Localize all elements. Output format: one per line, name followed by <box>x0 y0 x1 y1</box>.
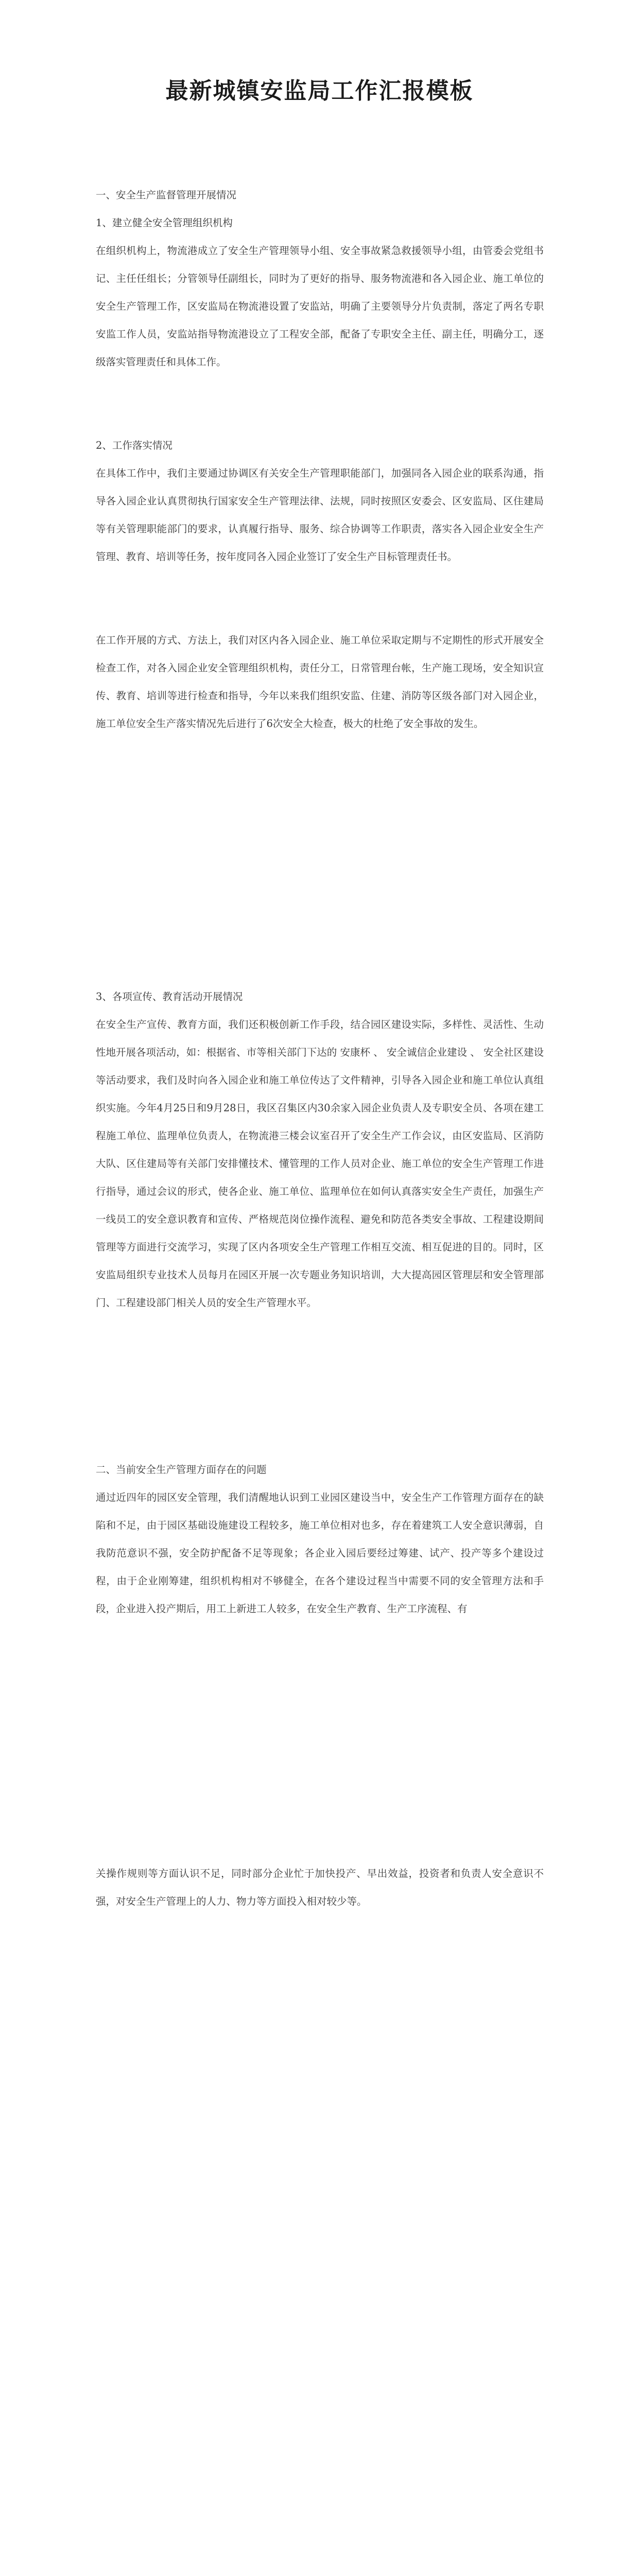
subheading-publicity: 3、各项宣传、教育活动开展情况 <box>96 991 243 1003</box>
paragraph-problems: 通过近四年的园区安全管理，我们清醒地认识到工业园区建设当中，安全生产工作管理方面存在的缺陷和不足，由于园区基础设施建设工程较多，施工单位相对也多，存在着建筑工人安全意识薄弱，自我防范意识不强，安全防护配备不足等现象；各企业入园后要经过筹建、试产、投产等多个建设过程，由于企业刚筹建，组织机构相对不够健全，在各个建设过程当中需要不同的安全管理方法和手段，企业进入投产期后，用工上新进工人较多，在安全生产教育、生产工序流程、有 <box>96 1492 544 1615</box>
paragraph-publicity: 在安全生产宣传、教育方面，我们还积极创新工作手段，结合园区建设实际，多样性、灵活性、生动性地开展各项活动，如：根据省、市等相关部门下达的 安康杯 、 安全诚信企业建设 、 安全社区建设 等活动要求，我们及时向各入园企业和施工单位传达了文件精神，引导各入园企业和施工单位认真组织实施。今年4月25日和9月28日，我区召集区内30余家入园企业负责人及专职安全员、各项在建工程施工单位、监理单位负责人，在物流港三楼会议室召开了安全生产工作会议，由区安监局、区消防大队、区住建局等有关部门安排懂技术、懂管理的工作人员对企业、施工单位的安全生产管理工作进行指导，通过会议的形式，使各企业、施工单位、监理单位在如何认真落实安全生产责任，加强生产一线员工的安全意识教育和宣传、严格规范岗位操作流程、避免和防范各类安全事故、工程建设期间管理等方面进行交流学习，实现了区内各项安全生产管理工作相互交流、相互促进的目的。同时，区安监局组织专业技术人员每月在园区开展一次专题业务知识培训，大大提高园区管理层和安全管理部门、工程建设部门相关人员的安全生产管理水平。 <box>96 1019 544 1309</box>
paragraph-organization: 在组织机构上，物流港成立了安全生产管理领导小组、安全事故紧急救援领导小组，由管委会党组书记、主任任组长；分管领导任副组长，同时为了更好的指导、服务物流港和各入园企业、施工单位的安全生产管理工作，区安监局在物流港设置了安监站，明确了主要领导分片负责制，落定了两名专职安监工作人员，安监站指导物流港设立了工程安全部，配备了专职安全主任、副主任，明确分工，逐级落实管理责任和具体工作。 <box>96 245 544 368</box>
paragraph-problems-continued: 关操作规则等方面认识不足，同时部分企业忙于加快投产、早出效益，投资者和负责人安全意识不强，对安全生产管理上的人力、物力等方面投入相对较少等。 <box>96 1868 544 1907</box>
paragraph-inspection: 在工作开展的方式、方法上，我们对区内各入园企业、施工单位采取定期与不定期性的形式开展安全检查工作，对各入园企业安全管理组织机构，责任分工，日常管理台帐，生产施工现场，安全知识宣传、教育、培训等进行检查和指导，今年以来我们组织安监、住建、消防等区级各部门对入园企业，施工单位安全生产落实情况先后进行了6次安全大检查，极大的杜绝了安全事故的发生。 <box>96 634 544 730</box>
paragraph-implementation: 在具体工作中，我们主要通过协调区有关安全生产管理职能部门，加强同各入园企业的联系沟通，指导各入园企业认真贯彻执行国家安全生产管理法律、法规，同时按照区安委会、区安监局、区住建局等有关管理职能部门的要求，认真履行指导、服务、综合协调等工作职责，落实各入园企业安全生产管理、教育、培训等任务，按年度同各入园企业签订了安全生产目标管理责任书。 <box>96 467 544 563</box>
section-heading-problems: 二、当前安全生产管理方面存在的问题 <box>96 1464 267 1476</box>
subheading-organization: 1、建立健全安全管理组织机构 <box>96 217 233 229</box>
subheading-implementation: 2、工作落实情况 <box>96 439 172 451</box>
section-heading-supervision: 一、安全生产监督管理开展情况 <box>96 189 237 201</box>
document-title: 最新城镇安监局工作汇报模板 <box>165 78 474 104</box>
